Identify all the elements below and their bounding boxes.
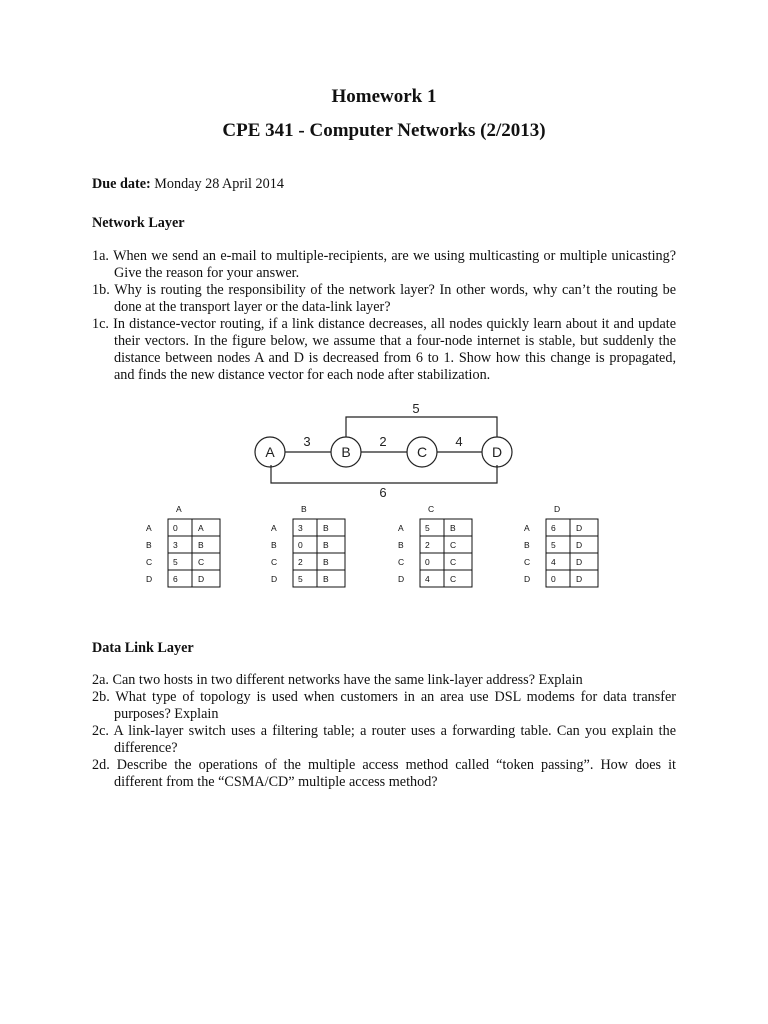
- table-cost: 0: [425, 557, 430, 567]
- question-text: When we send an e-mail to multiple-recipients, are we using multicasting or multiple unicasting? Give the reason for your answer.: [113, 248, 676, 281]
- table-cost: 5: [173, 557, 178, 567]
- node-label-b: B: [341, 444, 351, 460]
- table-next-hop: B: [198, 540, 204, 550]
- question-1c: [92, 316, 676, 384]
- table-cost: 3: [173, 540, 178, 550]
- table-destination: C: [524, 557, 531, 567]
- routing-table-title: A: [176, 504, 182, 514]
- routing-table-c: [398, 504, 472, 587]
- question-number: 1c.: [92, 316, 109, 332]
- table-destination: D: [271, 574, 278, 584]
- table-destination: A: [524, 523, 530, 533]
- question-text: Why is routing the responsibility of the network layer? In other words, why can’t the routing be done at the transport layer or the data-link layer?: [114, 282, 676, 315]
- due-date-line: [92, 176, 284, 193]
- cost-b-c: 2: [379, 434, 387, 449]
- due-date-label: Due date:: [92, 176, 151, 192]
- table-next-hop: C: [450, 574, 457, 584]
- table-cost: 6: [551, 523, 556, 533]
- routing-table-a: [146, 504, 220, 587]
- question-2d: [92, 757, 676, 791]
- node-label-c: C: [416, 444, 428, 460]
- table-next-hop: D: [198, 574, 205, 584]
- page-title: Homework 1: [331, 86, 437, 107]
- question-number: 2d.: [92, 757, 110, 773]
- routing-tables: [0, 500, 768, 600]
- link-b-d: [346, 417, 497, 437]
- routing-table-title: B: [301, 504, 307, 514]
- due-date-value: Monday 28 April 2014: [150, 176, 284, 192]
- table-cost: 2: [298, 557, 303, 567]
- table-next-hop: B: [323, 523, 329, 533]
- table-cost: 2: [425, 540, 430, 550]
- table-cost: 5: [551, 540, 556, 550]
- table-cost: 5: [298, 574, 303, 584]
- section-heading-datalink: Data Link Layer: [92, 640, 194, 656]
- table-destination: D: [398, 574, 405, 584]
- question-1a: [92, 248, 676, 282]
- question-2b: [92, 689, 676, 723]
- question-2c: [92, 723, 676, 757]
- cost-a-d: 6: [379, 485, 387, 500]
- cost-a-b: 3: [303, 434, 311, 449]
- question-text: A link-layer switch uses a filtering table; a router uses a forwarding table. Can you explain the difference?: [113, 723, 676, 756]
- table-destination: C: [146, 557, 153, 567]
- question-number: 2a.: [92, 672, 109, 688]
- table-cost: 5: [425, 523, 430, 533]
- question-number: 2b.: [92, 689, 110, 705]
- question-number: 1b.: [92, 282, 110, 298]
- question-text: Can two hosts in two different networks have the same link-layer address? Explain: [112, 672, 583, 688]
- table-destination: B: [398, 540, 404, 550]
- table-next-hop: C: [450, 540, 457, 550]
- table-destination: B: [271, 540, 277, 550]
- table-next-hop: D: [576, 523, 583, 533]
- table-destination: B: [146, 540, 152, 550]
- table-next-hop: D: [576, 574, 583, 584]
- question-number: 2c.: [92, 723, 109, 739]
- table-next-hop: D: [576, 540, 583, 550]
- table-destination: C: [398, 557, 405, 567]
- table-next-hop: B: [323, 574, 329, 584]
- table-cost: 4: [425, 574, 430, 584]
- routing-table-d: [524, 504, 598, 587]
- table-next-hop: D: [576, 557, 583, 567]
- table-destination: A: [398, 523, 404, 533]
- table-cost: 0: [173, 523, 178, 533]
- table-cost: 0: [298, 540, 303, 550]
- table-next-hop: C: [198, 557, 205, 567]
- question-text: Describe the operations of the multiple access method called “token passing”. How does it different from the “CSMA/CD” multiple access method?: [114, 757, 677, 790]
- node-label-a: A: [265, 444, 275, 460]
- table-next-hop: A: [198, 523, 204, 533]
- table-next-hop: C: [450, 557, 457, 567]
- table-destination: A: [146, 523, 152, 533]
- table-destination: A: [271, 523, 277, 533]
- table-cost: 3: [298, 523, 303, 533]
- question-2a: [92, 672, 676, 689]
- section-heading-network: Network Layer: [92, 215, 185, 231]
- course-title: CPE 341 - Computer Networks (2/2013): [222, 120, 546, 141]
- question-text: In distance-vector routing, if a link distance decreases, all nodes quickly learn about it and update their vectors. In the figure below, we assume that a four-node internet is stable, but suddenly the distance between nodes A and D is decreased from 6 to 1. Show how this change is propagated, and finds the new distance vector for each node after stabilization.: [113, 316, 676, 383]
- routing-table-b: [271, 504, 345, 587]
- cost-b-d: 5: [412, 401, 420, 416]
- table-destination: B: [524, 540, 530, 550]
- table-cost: 4: [551, 557, 556, 567]
- question-text: What type of topology is used when customers in an area use DSL modems for data transfer purposes? Explain: [114, 689, 676, 722]
- table-cost: 6: [173, 574, 178, 584]
- node-label-d: D: [491, 444, 503, 460]
- routing-table-title: C: [428, 504, 435, 514]
- question-1b: [92, 282, 676, 316]
- table-next-hop: B: [323, 557, 329, 567]
- table-destination: C: [271, 557, 278, 567]
- table-next-hop: B: [450, 523, 456, 533]
- table-cost: 0: [551, 574, 556, 584]
- table-destination: D: [524, 574, 531, 584]
- routing-table-title: D: [554, 504, 561, 514]
- table-next-hop: B: [323, 540, 329, 550]
- link-a-d: [271, 465, 497, 483]
- table-destination: D: [146, 574, 153, 584]
- cost-c-d: 4: [455, 434, 463, 449]
- question-number: 1a.: [92, 248, 109, 264]
